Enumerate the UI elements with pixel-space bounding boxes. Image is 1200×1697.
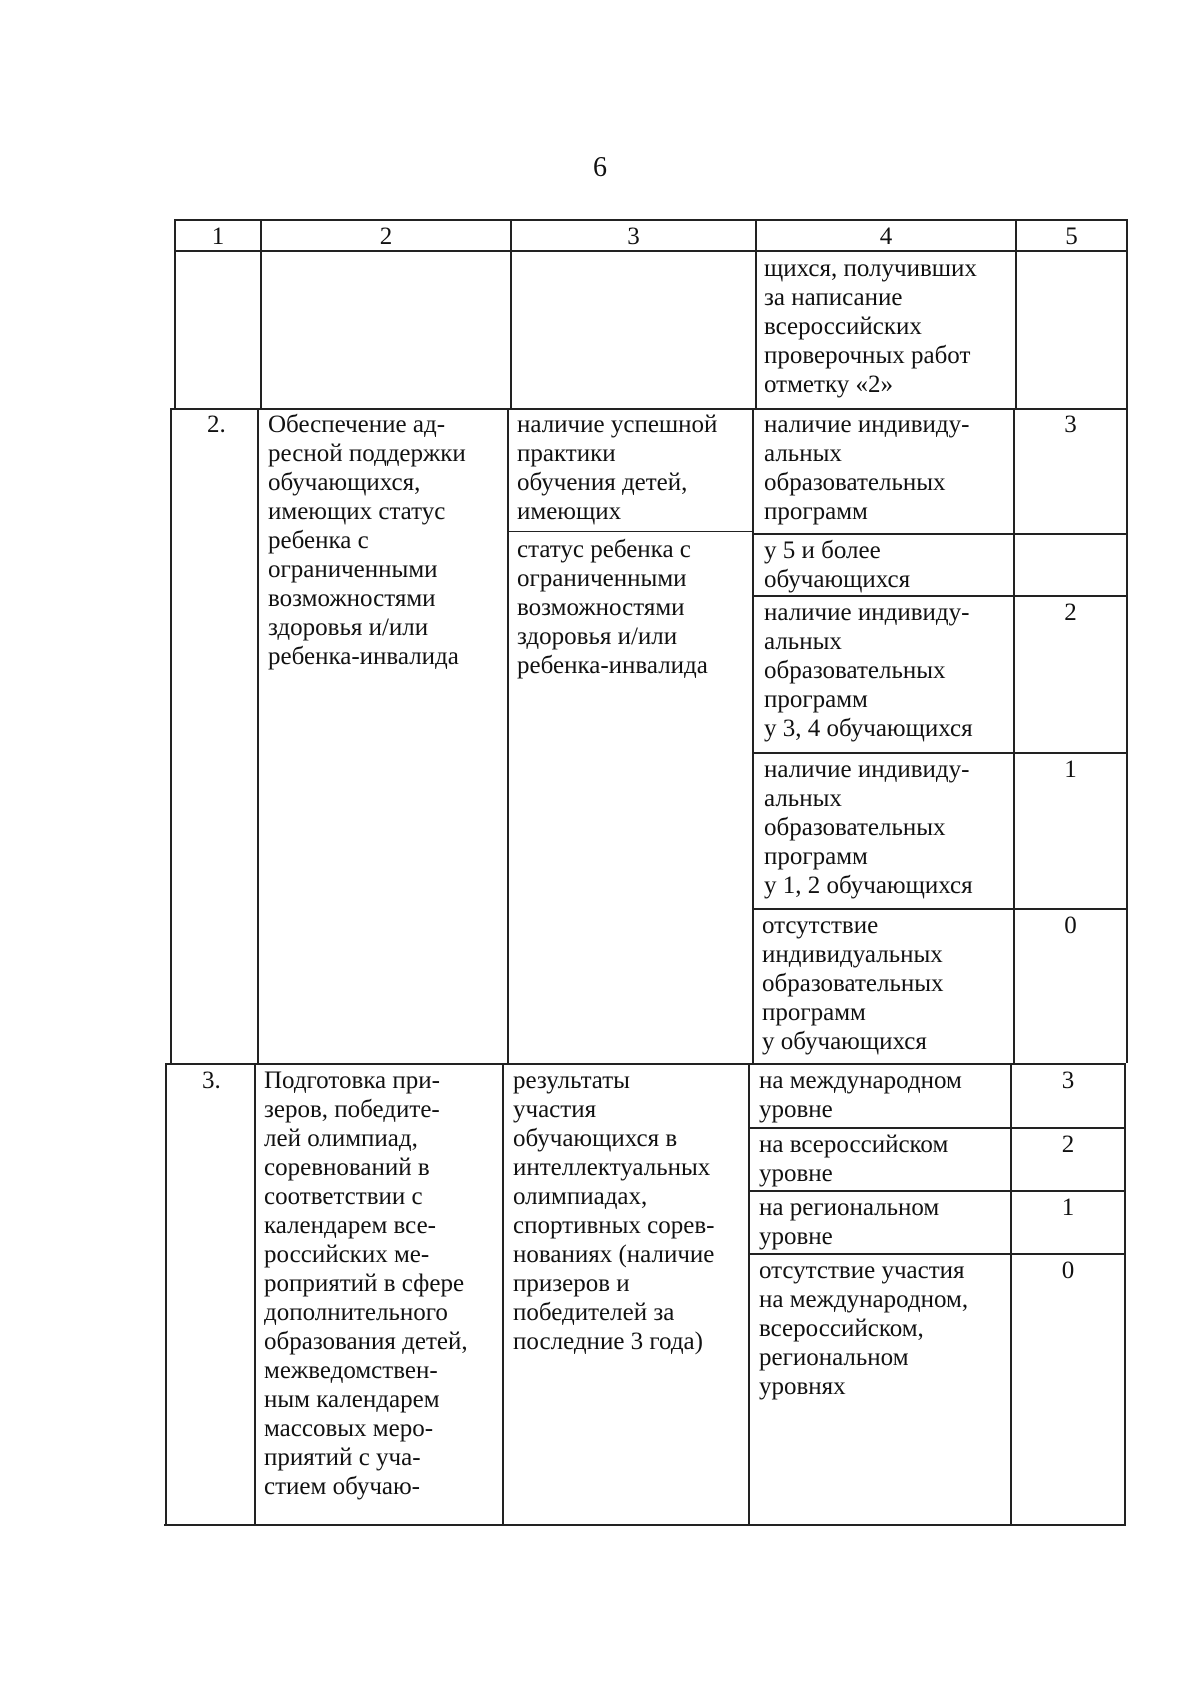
score-value: 2 [1061,1131,1075,1158]
condition-text: наличие индивиду- альных образовательных программ у 3, 4 обучающихся [764,599,973,742]
criterion-text: Подготовка при- зеров, победите- лей олимпиад, соревнований в соответствии с календарем все- российских ме- роприятий в сфере дополнительного образования детей, межведомствен- ным календарем массовых меро- приятий с уча- стием обучаю- [264,1067,468,1500]
column-divider [752,408,754,1063]
page-number: 6 [593,152,607,183]
score-value: 3 [1061,1067,1075,1094]
score-value: 0 [1064,912,1077,939]
row-divider-3 [166,1063,1126,1065]
condition-text: наличие индивиду- альных образовательных программ у 1, 2 обучающихся [764,756,973,899]
score-value: 3 [1064,411,1077,438]
score-value: 0 [1061,1257,1075,1284]
condition-text: на всероссийском уровне [759,1131,949,1187]
condition-text: щихся, получивших за написание всероссийских проверочных работ отметку «2» [764,255,977,398]
header-col-3: 3 [627,223,640,250]
row-number: 3. [202,1067,221,1094]
column-divider [507,408,509,1063]
table-border-right [1126,219,1128,1063]
score-value: 1 [1061,1194,1075,1221]
condition-text: отсутствие индивидуальных образовательных программ у обучающихся [762,912,944,1055]
table-border-bottom [164,1524,1126,1526]
cell-divider [752,908,1128,910]
condition-text: наличие индивиду- альных образовательных программ [764,411,970,525]
column-divider [254,1063,256,1525]
indicator-text: наличие успешной практики обучения детей, имеющих [517,411,718,525]
cell-divider [748,1127,1126,1129]
cell-divider [752,752,1128,754]
table-border-right [1124,1063,1126,1525]
header-col-4: 4 [879,223,893,250]
condition-text: на региональном уровне [759,1194,940,1250]
table-border-left [170,408,172,1063]
condition-text: отсутствие участия на международном, всероссийском, региональном уровнях [759,1257,969,1400]
header-col-2: 2 [379,223,393,250]
indicator-text: результаты участия обучающихся в интеллектуальных олимпиадах, спортивных сорев- нованиях (наличие призеров и победителей за последние 3 года) [513,1067,715,1355]
column-divider [502,1063,504,1525]
cell-divider [508,531,752,532]
table-border-left [165,1063,167,1525]
score-value: 1 [1064,756,1077,783]
cell-divider [748,1190,1126,1192]
column-divider [257,408,259,1063]
header-col-1: 1 [211,223,225,250]
row-number: 2. [207,411,226,438]
cell-divider [748,1253,1126,1255]
cell-divider [752,533,1128,535]
table-border-top [174,219,1128,221]
criterion-text: Обеспечение ад- ресной поддержки обучающихся, имеющих статус ребенка с ограниченными возможностями здоровья и/или ребенка-инвалида [268,411,466,670]
cell-divider [752,595,1128,597]
column-divider [748,1063,750,1525]
condition-text: у 5 и более обучающихся [764,537,911,593]
condition-text: на международном уровне [759,1067,962,1123]
indicator-text: статус ребенка с ограниченными возможностями здоровья и/или ребенка-инвалида [517,536,708,679]
header-col-5: 5 [1065,223,1078,250]
column-divider [1013,408,1015,1063]
score-value: 2 [1064,599,1077,626]
